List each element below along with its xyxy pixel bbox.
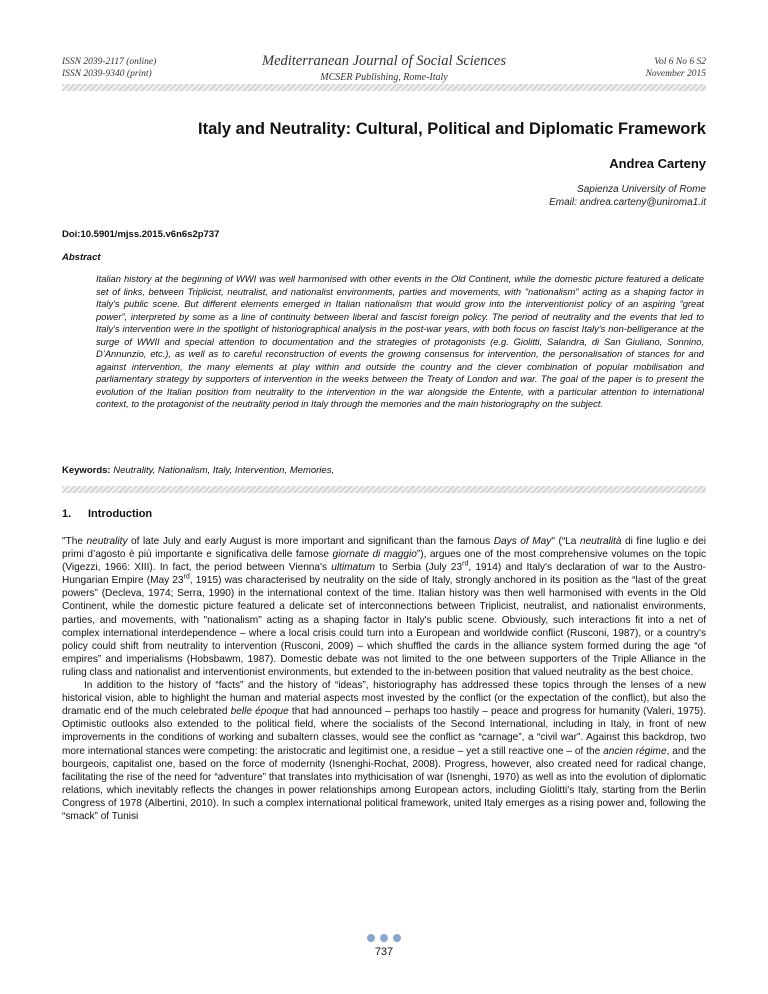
publisher: MCSER Publishing, Rome-Italy [320, 72, 448, 83]
page-number: 737 [374, 946, 394, 958]
article-title: Italy and Neutrality: Cultural, Political and Diplomatic Framework [198, 120, 706, 138]
affiliation: Sapienza University of Rome [577, 184, 706, 195]
section-divider [62, 486, 706, 493]
section-title: Introduction [88, 508, 153, 520]
ornament-dot [380, 934, 388, 942]
page-ornament [367, 934, 401, 942]
keywords [62, 465, 334, 476]
paragraph-1: "The neutrality of late July and early August is more important and significant than the famous Days of May" (“La neutralità di fine luglio e dei primi d’agosto è più importante e significativa delle famose giornate di maggio”), argues one of the most comprehensive volumes on the topic (Vigezzi, 1966: XIII). In fact, the period between Vienna's ultimatum to Serbia (July 23rd, 1914) and Italy's declaration of war to the Austro-Hungarian Empire (May 23rd, 1915) was characterised by neutrality on the side of Italy, strongly anchored in its position as the “last of the great powers” (Decleva, 1974; Serra, 1990) in the international context of the time. Italian history was then well harmonised with events in the Old Continent, while the domestic picture featured a delicate set of interconnections between Triplicist, neutralist, and nationalist environments, parties, and movements, with "nationalism" acting as a shaping factor in Italy's public scene. Obviously, such interactions fit into a net of complex international interdependence – where a local crisis could turn into a European and worldwide conflict (Rusconi, 1987), or a country's policy could shift from neutrality to intervention (Rusconi, 2009) – which shuffled the cards in the alliance system formed during the age “of empires” and imperialisms (Hobsbawm, 1987). Domestic debate was not limited to the one between supporters of the Triple Alliance in the ruling class and nationalist and interventionist environments, but extended to the in-between position that valued neutrality as the best choice. [62, 536, 707, 678]
volume: Vol 6 No 6 S2 [654, 57, 706, 67]
volume-block [646, 56, 706, 80]
abstract-heading: Abstract [62, 252, 101, 263]
issn-print: ISSN 2039-9340 (print) [62, 69, 152, 79]
issn-online: ISSN 2039-2117 (online) [62, 57, 157, 67]
keywords-list: Neutrality, Nationalism, Italy, Intervention, Memories, [113, 465, 335, 476]
author-email: Email: andrea.carteny@uniroma1.it [549, 197, 706, 208]
doi: Doi:10.5901/mjss.2015.v6n6s2p737 [62, 229, 220, 240]
ornament-dot [367, 934, 375, 942]
section-heading [62, 508, 152, 520]
paragraph-2: In addition to the history of “facts” and the history of “ideas”, historiography has addressed these topics through the lenses of a new historical vision, able to highlight the human and material aspects most invested by the conflict (or the expectation of the conflict), but also the dramatic end of the much celebrated belle époque that had announced – perhaps too hastily – peace and progress for humanity (Valeri, 1975). Optimistic outlooks also extended to the political field, where the socialists of the Second International, including in Italy, in front of new improvements in the conditions of working and subaltern classes, would see the conflict as “carnage”, a “civil war”. Against this backdrop, two more international stances were competing: the aristocratic and legitimist one, a residue – yet a still reactive one – of the ancien régime, and the bourgeois, capitalist one, based on the force of modernity (Isnenghi-Rochat, 2008). Progress, however, also created need for radical change, facilitating the rise of the need for “adventure” that translates into mythicisation of war (Isnenghi, 1970) as well as into the evolution of diplomatic relations, which inevitably reflects the changes in power relationships among European actors, including Giolitti's Italy, starting from the Berlin Congress of 1978 (Albertini, 2010). In such a complex international political framework, united Italy emerges as a rising power and, following the “smack” of Tunisi [62, 680, 707, 822]
issue-date: November 2015 [645, 69, 706, 79]
body-text [62, 535, 706, 823]
journal-name: Mediterranean Journal of Social Sciences [261, 53, 507, 69]
header-divider [62, 84, 706, 91]
ornament-dot [393, 934, 401, 942]
author-affiliation [549, 183, 706, 209]
author-name: Andrea Carteny [609, 156, 706, 171]
abstract-text: Italian history at the beginning of WWI was well harmonised with other events in the Old Continent, while the domestic picture featured a delicate set of links, between Triplicist, neutralist, and nationalist environments, parties and movements, with "nationalism" acting as a shaping factor in Italy's public scene. But different elements emerged in Italian nationalism that would grow into the interventionist policy of an aspiring “great power”, interpreted by some as a line of continuity between liberal and fascist foreign policy. The period of neutrality and the events that led to Italy's intervention were in the spotlight of historiographical analysis in the post-war years, with both focus on fascist Italy's non-belligerance at the surge of WWII and special attention to documentation and the strategies of protagonists (e.g. Giolitti, Salandra, di San Giuliano, Sonnino, D’Annunzio, etc.), as well as to careful reconstruction of events the growing consensus for intervention, the personalisation of stances for and against intervention, the many elements at play within and outside the country and the clever combination of popular mobilisation and parliamentary strategy by supporters of intervention in the weeks between the Treaty of London and war. The goal of the paper is to present the evolution of the Italian position from neutrality to the intervention in the war alongside the Entente, with a particular attention to international context, to the protagonist of the neutrality period in Italy through the memories and the main historiography on the subject. [96, 274, 704, 410]
keywords-label: Keywords: [62, 465, 111, 476]
section-number: 1. [62, 508, 72, 520]
